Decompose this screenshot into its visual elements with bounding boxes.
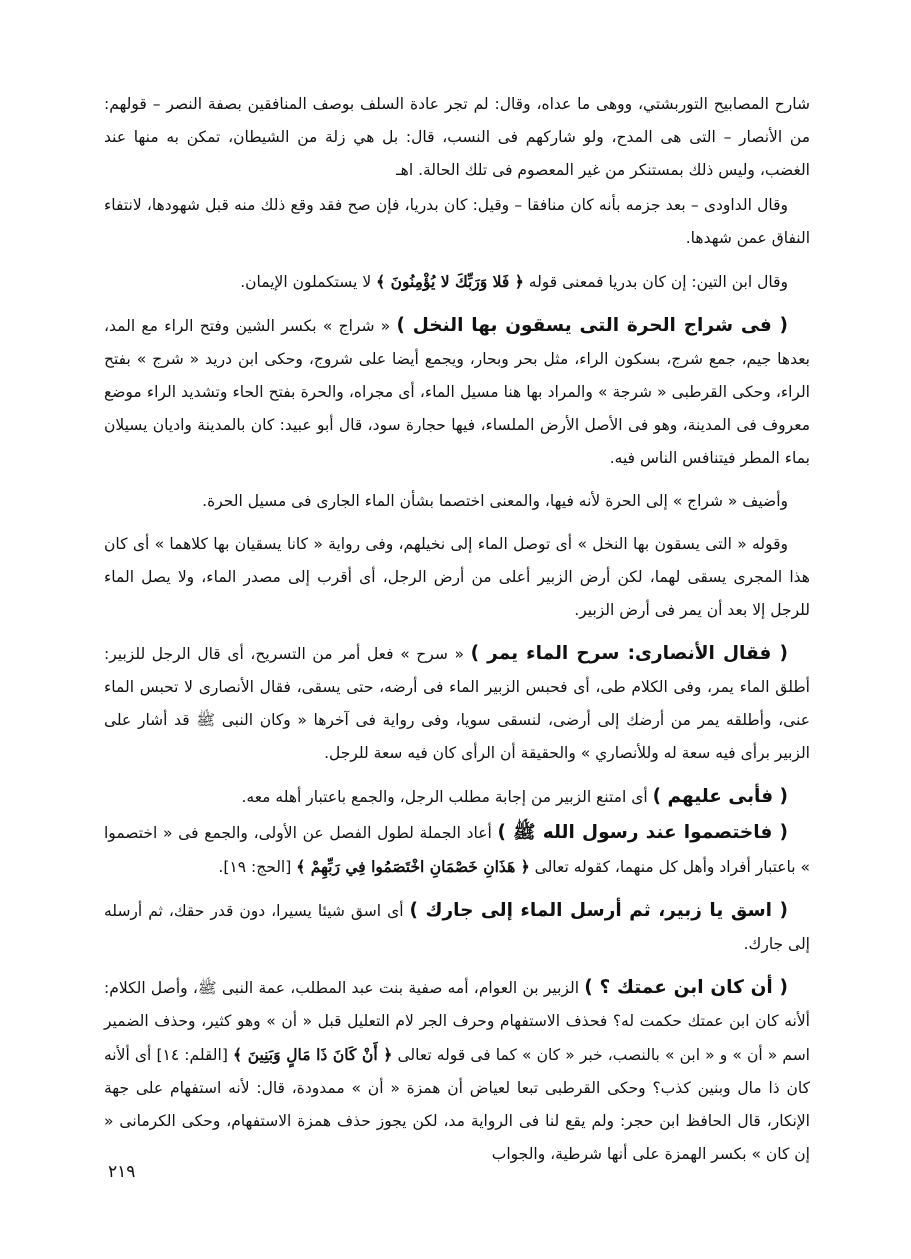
paragraph-9 [104,816,810,884]
paragraph-11 [104,971,810,1171]
paragraph-5 [104,485,810,518]
paragraph-6 [104,528,810,627]
body-text: وقوله « التى يسقون بها النخل » أى توصل الماء إلى نخيلهم، وفى رواية « كانا يسقيان بها كلاهما » أى كان هذا المجرى يسقى لهما، لكن أرض الزبير أعلى من أرض الرجل، أى أقرب إلى مصدر الماء، ولا يصل الماء للرجل إلا بعد أن يمر فى أرض الزبير. [104,535,810,619]
body-text: وقال الداودى – بعد جزمه بأنه كان منافقا – وقيل: كان بدريا، فإن صح فقد وقع ذلك منه قبل شهودها، لانتفاء النفاق عمن شهدها. [104,196,810,247]
quran-verse: ﴿ هَذَانِ خَصْمَانِ اخْتَصَمُوا فِي رَبِّهِمْ ﴾ [296,857,530,876]
section-heading: ( اسق يا زبير، ثم أرسل الماء إلى جارك ) [409,900,788,921]
body-text: وأضيف « شراج » إلى الحرة لأنه فيها، والمعنى اختصما بشأن الماء الجارى فى مسيل الحرة. [202,492,788,510]
section-heading: ( أن كان ابن عمتك ؟ ) [584,977,788,998]
paragraph-7 [104,637,810,770]
body-text: شارح المصابيح التوربشتي، ووهى ما عداه، وقال: لم تجر عادة السلف بوصف المنافقين بصفة النصر – قولهم: من الأنصار – التى هى المدح، ولو شاركهم فى النسب، قال: بل هي زلة من الشيطان، تمكن به منها عند الغضب، وليس ذلك بمستنكر من غير المعصوم فى تلك الحالة. اهـ [104,95,810,179]
body-text: وقال ابن التين: إن كان بدريا فمعنى قوله [523,273,788,291]
section-heading: ( فأبى عليهم ) [652,786,788,807]
body-text: لا يستكملون الإيمان. [240,273,377,291]
body-text: أعاد الجملة لطول الفصل عن الأولى، والجمع فى « اختصموا » باعتبار أفراد وأهل كل منهما، كقوله تعالى [104,824,810,876]
section-heading: ( فى شراج الحرة التى يسقون بها النخل ) [396,315,788,336]
paragraph-8 [104,780,810,814]
body-text: [الحج: ١٩]. [218,858,297,876]
paragraph-1 [104,88,810,187]
page-number: ٢١٩ [108,1162,136,1182]
quran-verse: ﴿ فَلا وَرَبِّكَ لا يُؤْمِنُونَ ﴾ [376,272,524,291]
section-heading: ( فاختصموا عند رسول الله ﷺ ) [497,822,788,843]
body-text: « شراج » بكسر الشين وفتح الراء مع المد، بعدها جيم، جمع شرج، بسكون الراء، مثل بحر وبحار، ويجمع أيضا على شروج، وحكى ابن دريد « شرج » بفتح الراء، وحكى القرطبى « شرجة » والمراد بها هنا مسيل الماء، أى مجراه، والحرة بفتح الحاء وتشديد الراء موضع معروف فى المدينة، وهو فى الأصل الأرض الملساء، فيها حجارة سود، قال أبو عبيد: كان بالمدينة واديان يسيلان بماء المطر فيتنافس الناس فيه. [104,317,810,467]
paragraph-2 [104,189,810,255]
body-text: أى امتنع الزبير من إجابة مطلب الرجل، والجمع باعتبار أهله معه. [241,788,653,806]
quran-verse: ﴿ أَنْ كَانَ ذَا مَالٍ وَبَنِينَ ﴾ [233,1045,393,1064]
body-text: أى اسق شيئا يسيرا، دون قدر حقك، ثم أرسله إلى جارك. [104,902,810,953]
paragraph-10 [104,894,810,961]
body-text: الزبير بن العوام، أمه صفية بنت عبد المطلب، عمة النبى ﷺ، وأصل الكلام: ألأنه كان ابن عمتك حكمت له؟ فحذف الاستفهام وحرف الجر لام التعليل قبل « أن » وهو كثير، وحذف الضمير اسم « أن » و « ابن » بالنصب، خبر « كان » كما فى قوله تعالى [104,979,810,1064]
paragraph-4 [104,309,810,475]
paragraph-3 [104,265,810,299]
body-text: [القلم: ١٤] أى ألأنه كان ذا مال وبنين كذب؟ وحكى القرطبى تبعا لعياض أن همزة « أن » ممدودة، قال: لأنه استفهام على جهة الإنكار، قال الحافظ ابن حجر: ولم يقع لنا فى الرواية مد، لكن يجوز حذف همزة الاستفهام، وحكى الكرمانى « إن كان » بكسر الهمزة على أنها شرطية، والجواب [104,1046,810,1163]
body-text: « سرح » فعل أمر من التسريح، أى قال الرجل للزبير: أطلق الماء يمر، وفى الكلام طى، أى فحبس الزبير الماء فى أرضه، حتى يسقى، فقال الأنصارى لا تحبس الماء عنى، وأطلقه يمر من أرضك إلى أرضى، لنسقى سويا، وفى رواية فى آخرها « وكان النبى ﷺ قد أشار على الزبير برأى فيه سعة له وللأنصاري » والحقيقة أن الرأى كان فيه سعة للرجل. [104,645,810,762]
section-heading: ( فقال الأنصارى: سرح الماء يمر ) [470,643,788,664]
document-page [104,88,810,1181]
